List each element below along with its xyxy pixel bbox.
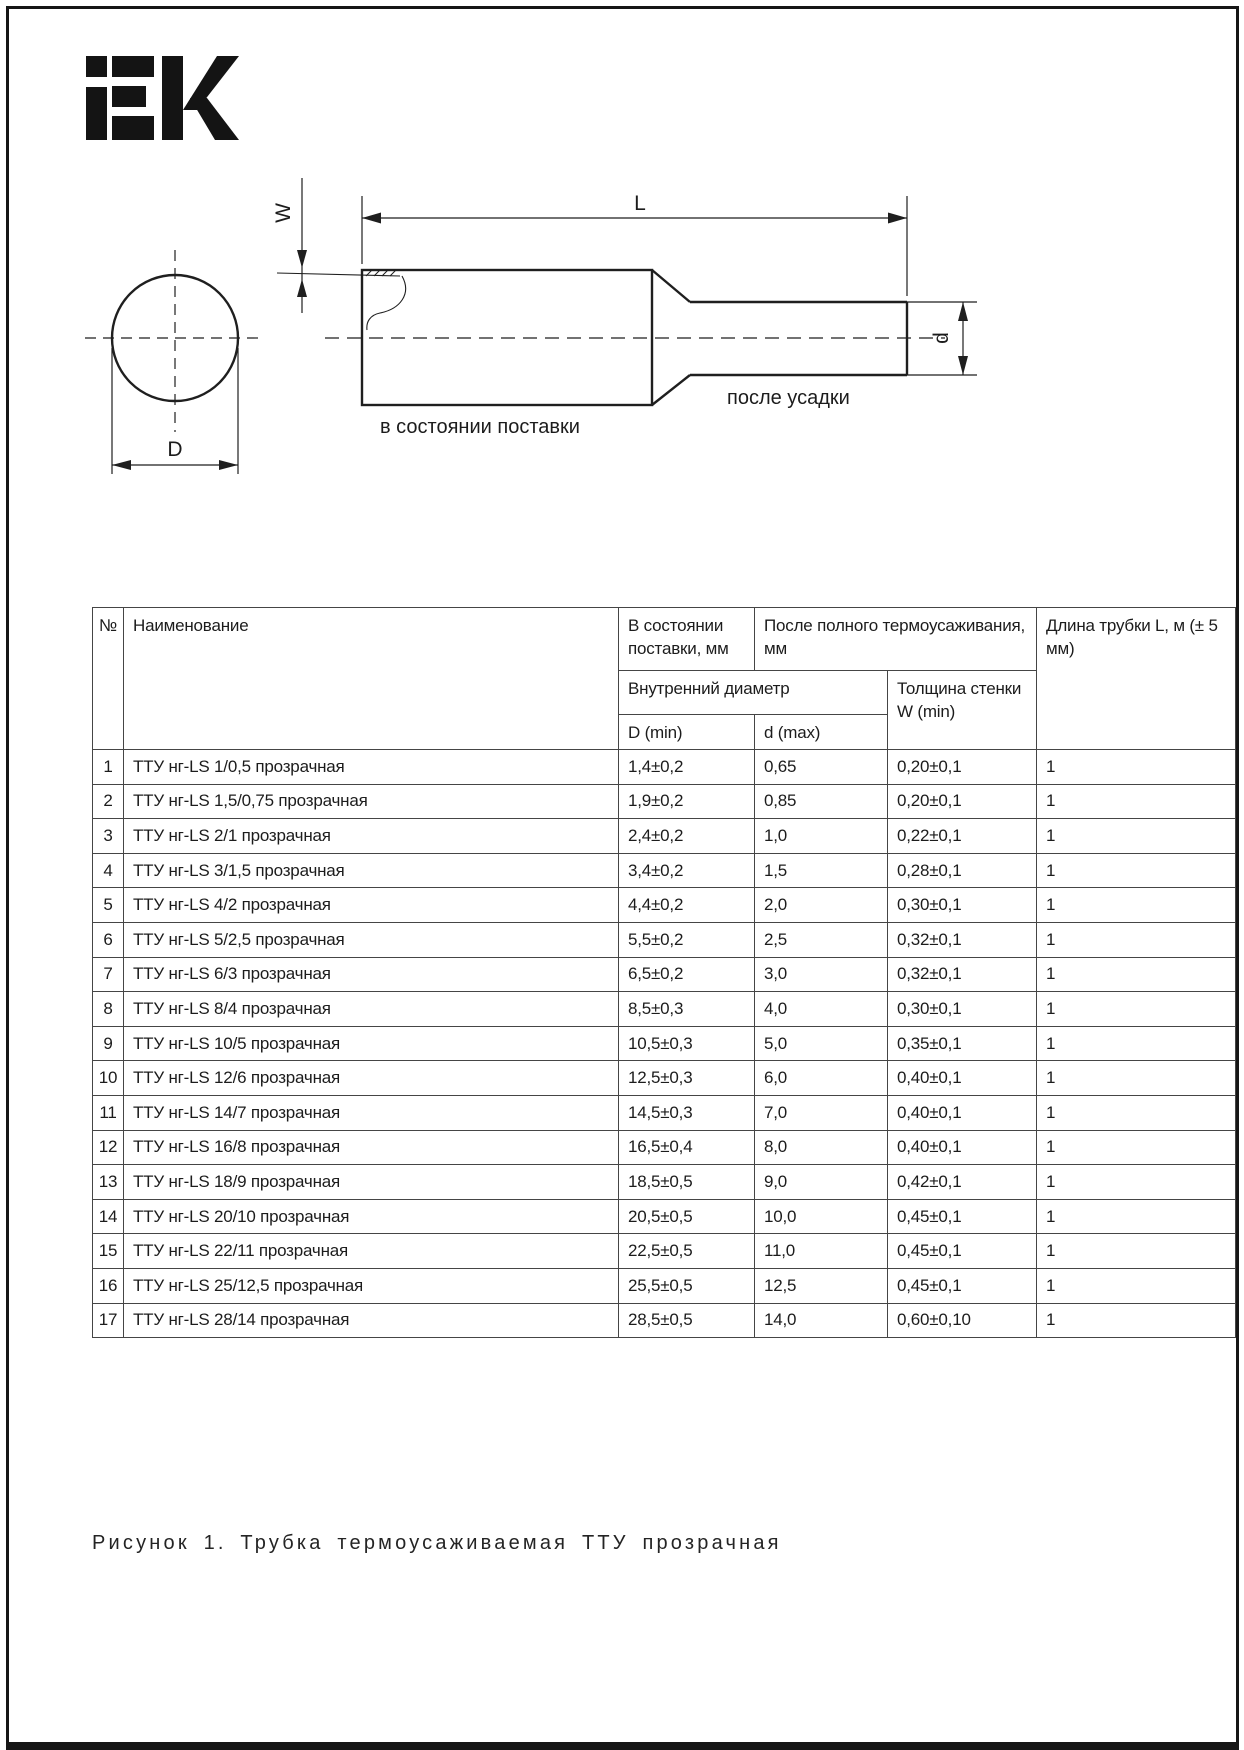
dimension-W-label: W: [272, 203, 295, 223]
arrowhead-left-icon: [362, 213, 381, 224]
dimension-W: [272, 178, 307, 313]
row-number: 3: [93, 819, 124, 854]
row-d-min: 5,5±0,2: [619, 922, 755, 957]
row-wall-thickness: 0,45±0,1: [888, 1234, 1037, 1269]
arrowhead-down-icon: [958, 356, 968, 375]
row-number: 12: [93, 1130, 124, 1165]
row-product-name: ТТУ нг-LS 12/6 прозрачная: [124, 1061, 619, 1096]
label-delivery-state: в состоянии поставки: [380, 416, 580, 438]
row-d-max: 0,65: [755, 750, 888, 785]
table-row: [93, 1234, 1236, 1269]
spec-table: [92, 607, 1236, 1338]
row-length: 1: [1037, 1199, 1236, 1234]
row-wall-thickness: 0,20±0,1: [888, 750, 1037, 785]
row-d-max: 4,0: [755, 992, 888, 1027]
row-length: 1: [1037, 1130, 1236, 1165]
row-number: 4: [93, 853, 124, 888]
row-d-max: 10,0: [755, 1199, 888, 1234]
row-product-name: ТТУ нг-LS 28/14 прозрачная: [124, 1303, 619, 1338]
spec-table-body: [93, 750, 1236, 1338]
table-row: [93, 922, 1236, 957]
row-number: 6: [93, 922, 124, 957]
row-length: 1: [1037, 922, 1236, 957]
row-d-max: 2,5: [755, 922, 888, 957]
row-d-min: 20,5±0,5: [619, 1199, 755, 1234]
header-d-max: d (max): [755, 715, 888, 750]
arrowhead-left-icon: [112, 460, 131, 470]
row-number: 17: [93, 1303, 124, 1338]
row-product-name: ТТУ нг-LS 20/10 прозрачная: [124, 1199, 619, 1234]
row-number: 11: [93, 1095, 124, 1130]
table-row: [93, 1199, 1236, 1234]
header-d-min: D (min): [619, 715, 755, 750]
row-d-min: 16,5±0,4: [619, 1130, 755, 1165]
row-length: 1: [1037, 1165, 1236, 1200]
row-length: 1: [1037, 750, 1236, 785]
arrowhead-up-icon: [297, 279, 307, 297]
row-wall-thickness: 0,30±0,1: [888, 888, 1037, 923]
row-product-name: ТТУ нг-LS 5/2,5 прозрачная: [124, 922, 619, 957]
row-number: 14: [93, 1199, 124, 1234]
row-wall-thickness: 0,40±0,1: [888, 1130, 1037, 1165]
row-d-min: 4,4±0,2: [619, 888, 755, 923]
row-product-name: ТТУ нг-LS 1,5/0,75 прозрачная: [124, 784, 619, 819]
row-number: 9: [93, 1026, 124, 1061]
arrowhead-up-icon: [958, 302, 968, 321]
row-d-min: 28,5±0,5: [619, 1303, 755, 1338]
header-num: №: [93, 608, 124, 750]
table-row: [93, 1061, 1236, 1096]
row-d-max: 7,0: [755, 1095, 888, 1130]
table-row: [93, 957, 1236, 992]
table-row: [93, 1026, 1236, 1061]
figure-caption: Рисунок 1. Трубка термоусаживаемая ТТУ прозрачная: [92, 1532, 782, 1554]
spec-table-header: [93, 608, 1236, 750]
table-row: [93, 992, 1236, 1027]
row-d-max: 1,0: [755, 819, 888, 854]
row-wall-thickness: 0,35±0,1: [888, 1026, 1037, 1061]
row-wall-thickness: 0,28±0,1: [888, 853, 1037, 888]
row-d-max: 3,0: [755, 957, 888, 992]
row-d-min: 3,4±0,2: [619, 853, 755, 888]
row-product-name: ТТУ нг-LS 4/2 прозрачная: [124, 888, 619, 923]
row-d-min: 1,4±0,2: [619, 750, 755, 785]
arrowhead-down-icon: [297, 250, 307, 268]
row-d-max: 12,5: [755, 1268, 888, 1303]
row-product-name: ТТУ нг-LS 25/12,5 прозрачная: [124, 1268, 619, 1303]
row-number: 8: [93, 992, 124, 1027]
row-length: 1: [1037, 888, 1236, 923]
row-wall-thickness: 0,40±0,1: [888, 1061, 1037, 1096]
row-product-name: ТТУ нг-LS 8/4 прозрачная: [124, 992, 619, 1027]
header-name: Наименование: [124, 608, 619, 750]
row-length: 1: [1037, 1303, 1236, 1338]
row-d-max: 8,0: [755, 1130, 888, 1165]
row-product-name: ТТУ нг-LS 16/8 прозрачная: [124, 1130, 619, 1165]
row-wall-thickness: 0,45±0,1: [888, 1268, 1037, 1303]
table-row: [93, 888, 1236, 923]
dimension-d-label: d: [930, 332, 953, 344]
row-d-max: 1,5: [755, 853, 888, 888]
row-length: 1: [1037, 1026, 1236, 1061]
table-row: [93, 784, 1236, 819]
row-product-name: ТТУ нг-LS 6/3 прозрачная: [124, 957, 619, 992]
row-wall-thickness: 0,60±0,10: [888, 1303, 1037, 1338]
row-number: 5: [93, 888, 124, 923]
row-d-min: 10,5±0,3: [619, 1026, 755, 1061]
header-after-shrink: После полного термоусаживания, мм: [755, 608, 1037, 671]
row-d-max: 14,0: [755, 1303, 888, 1338]
header-delivery: В состоянии поставки, мм: [619, 608, 755, 671]
row-d-min: 14,5±0,3: [619, 1095, 755, 1130]
row-length: 1: [1037, 1095, 1236, 1130]
row-d-min: 22,5±0,5: [619, 1234, 755, 1269]
row-length: 1: [1037, 957, 1236, 992]
row-number: 2: [93, 784, 124, 819]
table-row: [93, 1130, 1236, 1165]
row-wall-thickness: 0,40±0,1: [888, 1095, 1037, 1130]
row-d-min: 2,4±0,2: [619, 819, 755, 854]
row-number: 16: [93, 1268, 124, 1303]
header-length: Длина трубки L, м (± 5 мм): [1037, 608, 1236, 750]
label-after-shrink: после усадки: [727, 387, 850, 409]
row-d-min: 25,5±0,5: [619, 1268, 755, 1303]
row-length: 1: [1037, 992, 1236, 1027]
row-d-max: 5,0: [755, 1026, 888, 1061]
row-d-min: 12,5±0,3: [619, 1061, 755, 1096]
row-d-max: 9,0: [755, 1165, 888, 1200]
header-wall-thickness: Толщина стенки W (min): [888, 671, 1037, 750]
table-row: [93, 750, 1236, 785]
table-row: [93, 819, 1236, 854]
table-row: [93, 1303, 1236, 1338]
row-d-max: 11,0: [755, 1234, 888, 1269]
row-d-max: 0,85: [755, 784, 888, 819]
row-product-name: ТТУ нг-LS 1/0,5 прозрачная: [124, 750, 619, 785]
row-d-min: 1,9±0,2: [619, 784, 755, 819]
row-wall-thickness: 0,42±0,1: [888, 1165, 1037, 1200]
row-length: 1: [1037, 819, 1236, 854]
row-d-min: 8,5±0,3: [619, 992, 755, 1027]
row-number: 7: [93, 957, 124, 992]
row-length: 1: [1037, 784, 1236, 819]
row-d-max: 6,0: [755, 1061, 888, 1096]
row-product-name: ТТУ нг-LS 22/11 прозрачная: [124, 1234, 619, 1269]
row-product-name: ТТУ нг-LS 3/1,5 прозрачная: [124, 853, 619, 888]
row-number: 13: [93, 1165, 124, 1200]
technical-diagram: [0, 0, 1244, 520]
row-length: 1: [1037, 853, 1236, 888]
row-wall-thickness: 0,45±0,1: [888, 1199, 1037, 1234]
table-row: [93, 1165, 1236, 1200]
arrowhead-right-icon: [219, 460, 238, 470]
row-number: 1: [93, 750, 124, 785]
row-number: 15: [93, 1234, 124, 1269]
row-d-min: 18,5±0,5: [619, 1165, 755, 1200]
row-wall-thickness: 0,32±0,1: [888, 922, 1037, 957]
row-wall-thickness: 0,22±0,1: [888, 819, 1037, 854]
side-view-tube: [277, 270, 945, 405]
header-inner-diameter: Внутренний диаметр: [619, 671, 888, 715]
table-row: [93, 1268, 1236, 1303]
arrowhead-right-icon: [888, 213, 907, 224]
row-wall-thickness: 0,32±0,1: [888, 957, 1037, 992]
row-product-name: ТТУ нг-LS 10/5 прозрачная: [124, 1026, 619, 1061]
row-product-name: ТТУ нг-LS 18/9 прозрачная: [124, 1165, 619, 1200]
row-d-min: 6,5±0,2: [619, 957, 755, 992]
row-d-max: 2,0: [755, 888, 888, 923]
row-length: 1: [1037, 1234, 1236, 1269]
dimension-D-label: D: [167, 438, 183, 461]
table-row: [93, 853, 1236, 888]
row-length: 1: [1037, 1061, 1236, 1096]
row-wall-thickness: 0,30±0,1: [888, 992, 1037, 1027]
table-row: [93, 1095, 1236, 1130]
row-product-name: ТТУ нг-LS 14/7 прозрачная: [124, 1095, 619, 1130]
dimension-d: [907, 302, 977, 375]
dimension-L-label: L: [634, 192, 646, 215]
row-length: 1: [1037, 1268, 1236, 1303]
row-wall-thickness: 0,20±0,1: [888, 784, 1037, 819]
row-number: 10: [93, 1061, 124, 1096]
row-product-name: ТТУ нг-LS 2/1 прозрачная: [124, 819, 619, 854]
